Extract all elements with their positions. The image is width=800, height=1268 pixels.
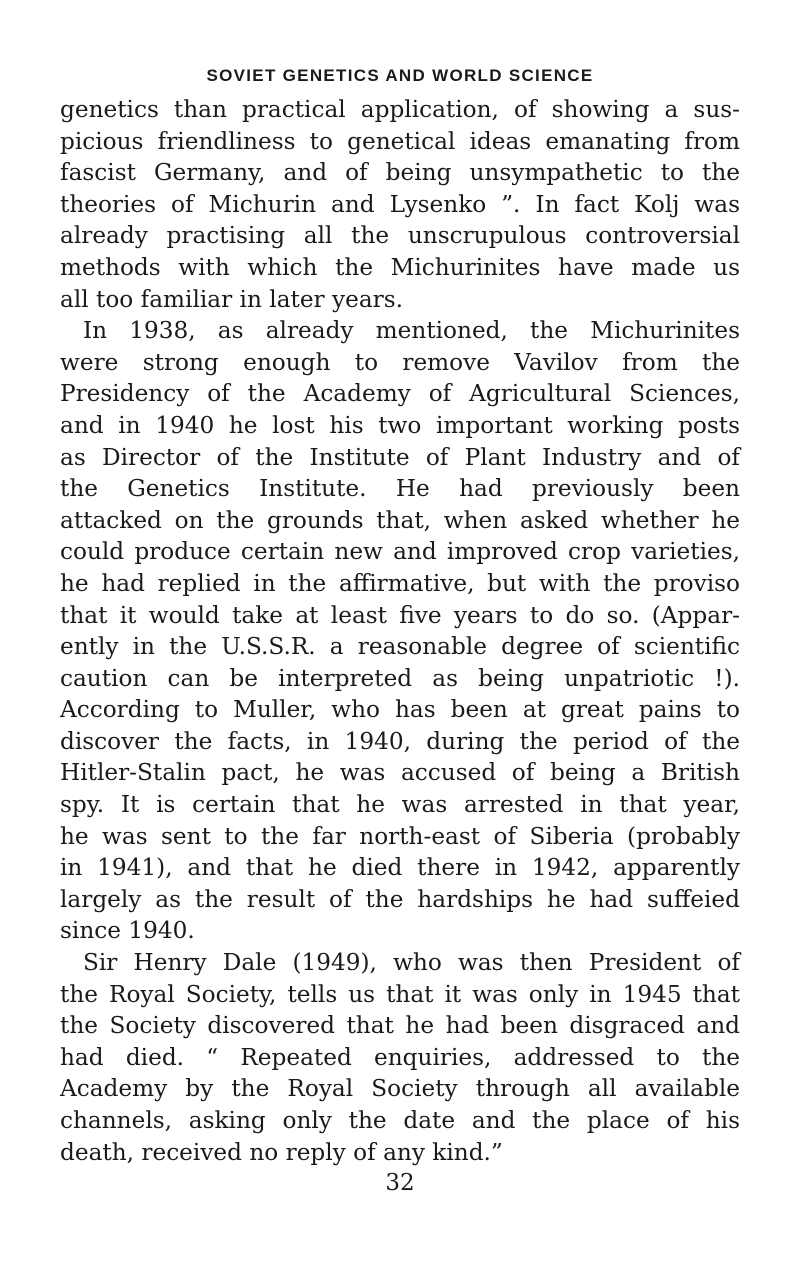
- text-line: that it would take at least five years to do so. (Appar-: [60, 601, 740, 629]
- text-line: since 1940.: [60, 917, 195, 945]
- body-text: [60, 94, 740, 1168]
- text-line: channels, asking only the date and the place of his: [60, 1107, 740, 1134]
- text-line: caution can be interpreted as being unpatriotic !).: [60, 664, 740, 692]
- running-head: SOVIET GENETICS AND WORLD SCIENCE: [206, 66, 594, 85]
- paragraph-start-line: In 1938, as already mentioned, the Michurinites: [83, 317, 740, 345]
- text-line: discover the facts, in 1940, during the period of the: [60, 727, 740, 755]
- text-line: According to Muller, who has been at great pains to: [60, 696, 740, 724]
- text-line: the Society discovered that he had been disgraced and: [60, 1012, 740, 1040]
- text-line: theories of Michurin and Lysenko ”. In fact Kolj was: [60, 190, 740, 218]
- text-line: as Director of the Institute of Plant Industry and of: [60, 443, 740, 471]
- text-line: genetics than practical application, of showing a sus-: [60, 96, 740, 123]
- text-line: ently in the U.S.S.R. a reasonable degree of scientific: [60, 633, 740, 661]
- text-line: fascist Germany, and of being unsympathetic to the: [60, 159, 740, 187]
- text-line: largely as the result of the hardships he had suffeied: [60, 885, 740, 913]
- text-line: he was sent to the far north-east of Siberia (probably: [60, 822, 740, 850]
- text-line: death, received no reply of any kind.”: [60, 1138, 503, 1166]
- text-line: the Genetics Institute. He had previously been: [60, 475, 740, 503]
- text-line: methods with which the Michurinites have made us: [60, 253, 740, 281]
- text-line: and in 1940 he lost his two important working posts: [60, 411, 740, 439]
- text-line: he had replied in the affirmative, but with the proviso: [60, 569, 740, 597]
- text-line: Academy by the Royal Society through all available: [60, 1075, 740, 1103]
- page-number: 32: [385, 1170, 415, 1196]
- paragraph-start-line: Sir Henry Dale (1949), who was then President of: [83, 949, 740, 977]
- text-line: were strong enough to remove Vavilov from the: [60, 348, 740, 376]
- text-line: in 1941), and that he died there in 1942, apparently: [60, 854, 740, 882]
- text-line: spy. It is certain that he was arrested in that year,: [60, 791, 740, 819]
- text-line: had died. “ Repeated enquiries, addressed to the: [60, 1043, 740, 1071]
- text-line: all too familiar in later years.: [60, 285, 404, 313]
- text-line: Presidency of the Academy of Agricultural Sciences,: [60, 380, 740, 408]
- text-line: picious friendliness to genetical ideas emanating from: [60, 127, 740, 155]
- text-line: could produce certain new and improved crop varieties,: [60, 538, 740, 566]
- text-line: Hitler-Stalin pact, he was accused of being a British: [60, 759, 740, 787]
- text-line: already practising all the unscrupulous controversial: [60, 222, 740, 250]
- text-line: the Royal Society, tells us that it was only in 1945 that: [60, 980, 740, 1008]
- text-line: attacked on the grounds that, when asked whether he: [60, 506, 740, 534]
